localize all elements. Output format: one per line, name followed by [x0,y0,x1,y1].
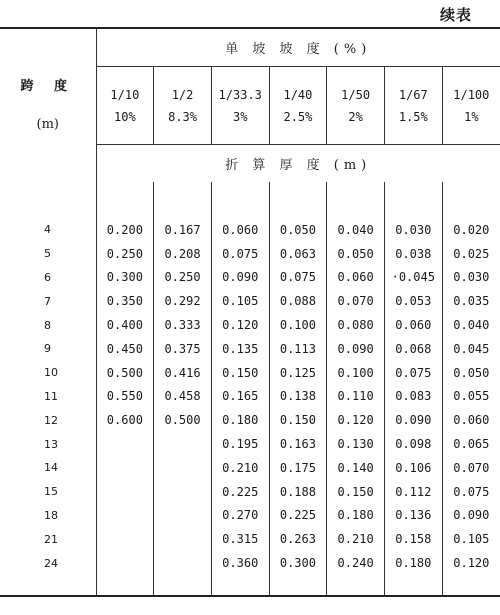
thickness-cell: 0.050 [442,361,500,385]
thickness-cell: 0.500 [154,408,212,432]
slope-percent: 10% [114,109,136,124]
thickness-cell: 0.163 [269,432,327,456]
thickness-cell [154,527,212,551]
thickness-cell [96,432,154,456]
slope-ratio: 1/33.3 [218,87,262,102]
slope-percent: 2% [348,109,363,124]
table-row [0,266,500,290]
thickness-cell: 0.140 [327,456,385,480]
thickness-cell [154,432,212,456]
thickness-cell: 0.125 [269,361,327,385]
thickness-cell: 0.040 [442,313,500,337]
span-cell: 18 [44,508,58,522]
table-body [0,182,500,596]
span-cell: 11 [44,389,58,403]
thickness-cell: 0.090 [327,337,385,361]
table-row [0,551,500,575]
slope-header-6 [384,67,442,145]
thickness-cell: 0.060 [211,218,269,242]
thickness-cell: 0.063 [269,242,327,266]
slope-ratio: 1/10 [110,87,140,102]
table-row [0,408,500,432]
span-cell: 12 [44,413,58,427]
table-row [0,385,500,409]
thickness-cell [154,456,212,480]
thickness-cell: 0.210 [211,456,269,480]
slope-ratio: 1/50 [341,87,371,102]
thickness-cell [154,504,212,528]
table-row [0,432,500,456]
thickness-cell: 0.050 [327,242,385,266]
thickness-cell: 0.138 [269,385,327,409]
thickness-cell [96,527,154,551]
thickness-cell: 0.030 [384,218,442,242]
thickness-cell: 0.060 [442,408,500,432]
spacer-cell [96,182,154,218]
thickness-cell: 0.300 [96,266,154,290]
thickness-cell: 0.225 [269,504,327,528]
slope-percent: 1% [464,109,479,124]
thickness-cell: 0.075 [269,266,327,290]
slope-ratio: 1/2 [171,87,194,102]
slope-ratio: 1/40 [283,87,313,102]
thickness-cell: 0.136 [384,504,442,528]
span-cell: 8 [44,318,51,332]
spacer-cell [442,182,500,218]
thickness-cell: 0.135 [211,337,269,361]
slope-group-header: 单 坡 坡 度 (%) [96,28,500,67]
thickness-cell: 0.150 [269,408,327,432]
thickness-cell: 0.416 [154,361,212,385]
thickness-cell: 0.112 [384,480,442,504]
thickness-cell: 0.065 [442,432,500,456]
table-row [0,289,500,313]
thickness-cell: 0.292 [154,289,212,313]
thickness-cell: 0.075 [442,480,500,504]
spacer-cell [0,182,96,218]
spacer-row [0,182,500,218]
table-row [0,242,500,266]
thickness-cell: 0.458 [154,385,212,409]
thickness-cell: 0.080 [327,313,385,337]
thickness-cell: 0.263 [269,527,327,551]
thickness-cell: 0.060 [384,313,442,337]
thickness-cell: 0.150 [211,361,269,385]
slope-header-3 [211,67,269,145]
thickness-cell: 0.040 [327,218,385,242]
table-row [0,361,500,385]
thickness-cell: 0.100 [327,361,385,385]
thickness-cell: 0.188 [269,480,327,504]
slope-ratio: 1/100 [453,87,490,102]
bottom-spacer-row [0,575,500,596]
thickness-cell: 0.375 [154,337,212,361]
thickness-cell: 0.333 [154,313,212,337]
slope-ratio: 1/67 [398,87,428,102]
thickness-cell: 0.090 [211,266,269,290]
thickness-cell [96,480,154,504]
spacer-cell [327,182,385,218]
thickness-cell: 0.075 [384,361,442,385]
thickness-cell: ·0.045 [384,266,442,290]
table-row [0,527,500,551]
span-cell: 5 [44,247,51,261]
thickness-cell: 0.195 [211,432,269,456]
spacer-cell [211,575,269,596]
thickness-cell: 0.400 [96,313,154,337]
thickness-cell: 0.180 [327,504,385,528]
thickness-cell: 0.500 [96,361,154,385]
thickness-cell: 0.070 [442,456,500,480]
thickness-cell: 0.167 [154,218,212,242]
span-header-unit: (m) [36,116,59,132]
thickness-cell: 0.350 [96,289,154,313]
spacer-cell [384,182,442,218]
spacer-cell [96,575,154,596]
thickness-cell: 0.045 [442,337,500,361]
thickness-cell: 0.090 [384,408,442,432]
thickness-cell: 0.315 [211,527,269,551]
thickness-cell: 0.098 [384,432,442,456]
thickness-cell: 0.180 [211,408,269,432]
thickness-cell: 0.225 [211,480,269,504]
span-cell: 14 [44,461,58,475]
span-cell: 24 [44,556,58,570]
table-row [0,456,500,480]
thickness-cell: 0.240 [327,551,385,575]
thickness-cell: 0.130 [327,432,385,456]
thickness-cell: 0.180 [384,551,442,575]
thickness-cell: 0.070 [327,289,385,313]
thickness-cell: 0.110 [327,385,385,409]
thickness-cell: 0.150 [327,480,385,504]
thickness-cell: 0.175 [269,456,327,480]
table-row [0,504,500,528]
spacer-cell [0,575,96,596]
table-row [0,480,500,504]
spacer-cell [327,575,385,596]
slope-header-2 [154,67,212,145]
thickness-cell: 0.120 [442,551,500,575]
thickness-cell [154,551,212,575]
thickness-cell: 0.060 [327,266,385,290]
span-header [0,28,96,182]
span-header-name: 跨 度 [20,78,76,94]
thickness-cell: 0.090 [442,504,500,528]
thickness-cell: 0.250 [154,266,212,290]
slope-percent: 1.5% [398,109,428,124]
span-cell: 6 [44,270,51,284]
thickness-cell: 0.050 [269,218,327,242]
thickness-cell: 0.106 [384,456,442,480]
thickness-cell: 0.165 [211,385,269,409]
thickness-cell: 0.088 [269,289,327,313]
span-cell: 10 [44,366,58,380]
spacer-cell [154,575,212,596]
table-row [0,337,500,361]
slope-header-1 [96,67,154,145]
slope-header-7 [442,67,500,145]
table-row [0,313,500,337]
thickness-cell: 0.035 [442,289,500,313]
thickness-cell: 0.100 [269,313,327,337]
span-cell: 4 [44,223,51,237]
thickness-cell: 0.020 [442,218,500,242]
thickness-cell: 0.053 [384,289,442,313]
thickness-group-header: 折 算 厚 度 (m) [96,145,500,183]
slope-percent: 2.5% [283,109,313,124]
thickness-cell: 0.550 [96,385,154,409]
thickness-cell: 0.208 [154,242,212,266]
spacer-cell [154,182,212,218]
thickness-cell: 0.210 [327,527,385,551]
thickness-cell: 0.105 [211,289,269,313]
thickness-cell: 0.360 [211,551,269,575]
thickness-cell [96,456,154,480]
span-cell: 9 [44,342,51,356]
thickness-cell [96,504,154,528]
thickness-table [0,27,500,597]
thickness-cell: 0.055 [442,385,500,409]
thickness-cell: 0.300 [269,551,327,575]
thickness-cell: 0.068 [384,337,442,361]
thickness-cell: 0.113 [269,337,327,361]
thickness-cell: 0.120 [327,408,385,432]
thickness-cell: 0.450 [96,337,154,361]
span-cell: 15 [44,485,58,499]
thickness-cell: 0.158 [384,527,442,551]
span-cell: 21 [44,532,58,546]
thickness-cell: 0.120 [211,313,269,337]
slope-percent: 8.3% [168,109,197,124]
thickness-cell: 0.105 [442,527,500,551]
spacer-cell [269,575,327,596]
table-row [0,218,500,242]
slope-percent: 3% [233,109,248,124]
thickness-cell: 0.250 [96,242,154,266]
spacer-cell [211,182,269,218]
thickness-cell [154,480,212,504]
thickness-cell: 0.083 [384,385,442,409]
spacer-cell [384,575,442,596]
slope-header-5 [327,67,385,145]
thickness-cell: 0.038 [384,242,442,266]
thickness-cell [96,551,154,575]
slope-header-4 [269,67,327,145]
thickness-cell: 0.600 [96,408,154,432]
thickness-cell: 0.200 [96,218,154,242]
span-cell: 7 [44,294,51,308]
continued-label: 续表 [439,6,472,24]
thickness-cell: 0.270 [211,504,269,528]
thickness-cell: 0.030 [442,266,500,290]
spacer-cell [442,575,500,596]
spacer-cell [269,182,327,218]
thickness-cell: 0.025 [442,242,500,266]
thickness-cell: 0.075 [211,242,269,266]
span-cell: 13 [44,437,58,451]
